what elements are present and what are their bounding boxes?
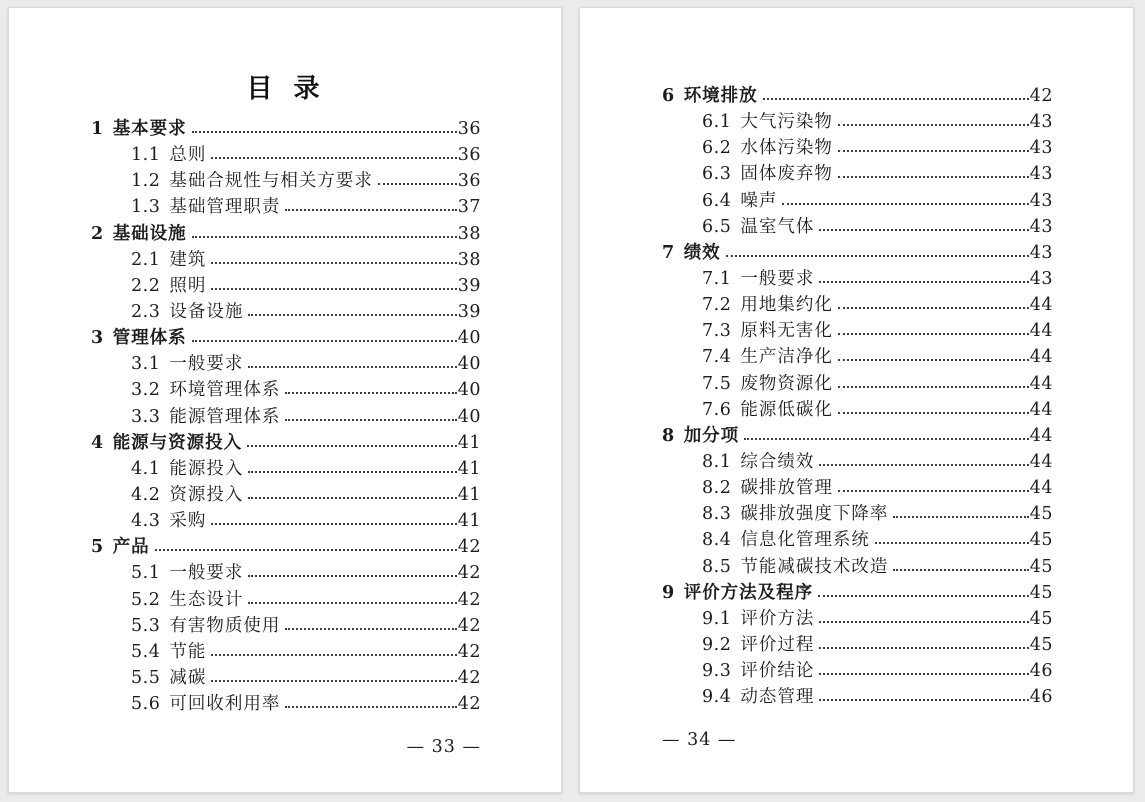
- toc-entry-label: 废物资源化: [740, 373, 833, 394]
- toc-entry-level1: [91, 116, 481, 142]
- toc-entry-pagenum: 45: [1029, 582, 1053, 603]
- toc-entry-label: 大气污染物: [740, 112, 833, 133]
- toc-entry-pagenum: 45: [1029, 530, 1053, 551]
- toc-entry-number: 4: [91, 432, 104, 453]
- toc-entry-number: 1.2: [131, 171, 161, 192]
- document-page-33: [8, 7, 562, 793]
- toc-entry-level2: [662, 318, 1053, 344]
- toc-entry-label: 评价方法: [740, 608, 815, 629]
- toc-leader-dots: [819, 464, 1028, 466]
- toc-entry-pagenum: 39: [457, 275, 481, 296]
- toc-leader-dots: [744, 438, 1029, 440]
- toc-leader-dots: [838, 386, 1029, 388]
- toc-leader-dots: [211, 654, 456, 656]
- toc-entry-number: 5.2: [131, 589, 161, 610]
- toc-entry-level1: [91, 221, 481, 247]
- toc-entry-pagenum: 44: [1029, 347, 1053, 368]
- toc-entry-pagenum: 44: [1029, 399, 1053, 420]
- toc-entry-number: 7.5: [702, 373, 732, 394]
- toc-entry-pagenum: 44: [1029, 425, 1053, 446]
- toc-entry-pagenum: 41: [457, 484, 481, 505]
- toc-leader-dots: [893, 569, 1028, 571]
- toc-entry-level2: [662, 109, 1053, 135]
- toc-entry-number: 2.3: [131, 301, 161, 322]
- toc-entry-pagenum: 46: [1029, 661, 1053, 682]
- toc-entry-label: 加分项: [683, 425, 740, 446]
- toc-entry-level1: [662, 423, 1053, 449]
- toc-entry-pagenum: 46: [1029, 687, 1053, 708]
- toc-leader-dots: [211, 288, 456, 290]
- toc-entry-pagenum: 42: [457, 694, 481, 715]
- toc-entry-label: 减碳: [169, 667, 207, 688]
- toc-leader-dots: [819, 699, 1028, 701]
- toc-leader-dots: [838, 150, 1029, 152]
- toc-entry-number: 4.1: [131, 458, 161, 479]
- toc-entry-level2: [662, 475, 1053, 501]
- toc-entry-number: 8.5: [702, 556, 732, 577]
- toc-entry-label: 信息化管理系统: [740, 530, 870, 551]
- toc-entry-number: 5: [91, 537, 104, 558]
- toc-entry-level2: [662, 658, 1053, 684]
- toc-entry-pagenum: 41: [457, 511, 481, 532]
- toc-entry-label: 评价过程: [740, 634, 815, 655]
- toc-entry-number: 9: [662, 582, 675, 603]
- toc-entry-number: 6.2: [702, 138, 732, 159]
- toc-entry-pagenum: 40: [457, 380, 481, 401]
- toc-entry-level2: [91, 377, 481, 403]
- toc-entry-level2: [662, 161, 1053, 187]
- toc-entry-level1: [91, 430, 481, 456]
- toc-entry-number: 8.2: [702, 478, 732, 499]
- toc-entry-label: 一般要求: [169, 563, 244, 584]
- toc-entry-level2: [662, 632, 1053, 658]
- toc-entry-level2: [91, 587, 481, 613]
- toc-entry-pagenum: 41: [457, 432, 481, 453]
- toc-entry-level2: [662, 397, 1053, 423]
- toc-entry-label: 基本要求: [112, 119, 187, 139]
- toc-entry-label: 照明: [169, 275, 207, 296]
- toc-leader-dots: [155, 549, 457, 551]
- toc-leader-dots: [211, 262, 456, 264]
- toc-leader-dots: [818, 595, 1029, 597]
- toc-entry-pagenum: 38: [457, 249, 481, 270]
- toc-leader-dots: [285, 419, 456, 421]
- toc-leader-dots: [285, 392, 456, 394]
- toc-entry-number: 3.3: [131, 406, 161, 427]
- toc-leader-dots: [838, 176, 1029, 178]
- toc-entry-label: 评价方法及程序: [683, 582, 814, 603]
- toc-entry-label: 噪声: [740, 190, 778, 211]
- toc-entry-level1: [662, 240, 1053, 266]
- toc-entry-number: 5.3: [131, 615, 161, 636]
- toc-entry-pagenum: 44: [1029, 478, 1053, 499]
- toc-entry-number: 5.6: [131, 694, 161, 715]
- toc-entry-label: 有害物质使用: [169, 615, 281, 636]
- toc-entry-pagenum: 45: [1029, 504, 1053, 525]
- toc-entry-label: 动态管理: [740, 687, 815, 708]
- toc-leader-dots: [248, 314, 456, 316]
- toc-entry-level2: [91, 456, 481, 482]
- toc-entry-number: 8.4: [702, 530, 732, 551]
- toc-entry-level2: [91, 482, 481, 508]
- toc-entry-number: 9.1: [702, 608, 732, 629]
- toc-entry-level2: [662, 135, 1053, 161]
- toc-entry-number: 1.3: [131, 197, 161, 218]
- toc-entry-level2: [662, 188, 1053, 214]
- toc-entry-level2: [91, 639, 481, 665]
- toc-entry-pagenum: 40: [457, 328, 481, 349]
- toc-entry-pagenum: 44: [1029, 373, 1053, 394]
- toc-leader-dots: [819, 621, 1028, 623]
- toc-entry-pagenum: 42: [457, 667, 481, 688]
- toc-entry-level2: [91, 247, 481, 273]
- toc-entry-pagenum: 43: [1029, 268, 1053, 289]
- toc-leader-dots: [838, 412, 1029, 414]
- toc-leader-dots: [893, 516, 1028, 518]
- toc-entry-level2: [91, 299, 481, 325]
- toc-entry-pagenum: 42: [457, 537, 481, 558]
- toc-entry-label: 总则: [169, 145, 207, 166]
- toc-leader-dots: [285, 628, 456, 630]
- page-33-content: [91, 8, 481, 757]
- toc-entry-number: 5.5: [131, 667, 161, 688]
- toc-entry-label: 一般要求: [169, 354, 244, 375]
- toc-entry-number: 1: [91, 119, 104, 139]
- toc-entry-label: 能源投入: [169, 458, 244, 479]
- toc-entry-pagenum: 42: [457, 589, 481, 610]
- toc-entry-pagenum: 40: [457, 354, 481, 375]
- toc-entry-number: 2.1: [131, 249, 161, 270]
- toc-entry-number: 9.2: [702, 634, 732, 655]
- toc-entry-number: 7.4: [702, 347, 732, 368]
- toc-entry-level2: [91, 404, 481, 430]
- toc-entry-label: 环境管理体系: [169, 380, 281, 401]
- toc-entry-label: 基础设施: [112, 223, 187, 244]
- toc-entry-pagenum: 43: [1029, 190, 1053, 211]
- toc-leader-dots: [819, 229, 1028, 231]
- toc-entry-label: 碳排放强度下降率: [740, 504, 889, 525]
- toc-entry-pagenum: 41: [457, 458, 481, 479]
- toc-entry-label: 节能: [169, 641, 207, 662]
- toc-entry-number: 2.2: [131, 275, 161, 296]
- toc-leader-dots: [248, 575, 456, 577]
- toc-entry-pagenum: 39: [457, 301, 481, 322]
- toc-leader-dots: [285, 209, 456, 211]
- toc-entry-pagenum: 36: [457, 119, 481, 139]
- toc-leader-dots: [192, 131, 457, 133]
- page-number-footer-33: — 33 —: [406, 737, 481, 758]
- toc-entry-level2: [662, 684, 1053, 710]
- toc-entry-label: 采购: [169, 511, 207, 532]
- toc-entry-level2: [91, 691, 481, 717]
- toc-leader-dots: [782, 203, 1028, 205]
- toc-title: 目 录: [246, 74, 326, 104]
- toc-leader-dots: [378, 183, 457, 185]
- toc-entry-number: 6: [662, 86, 675, 106]
- page-34-content: [662, 8, 1053, 750]
- toc-entry-level1: [91, 534, 481, 560]
- toc-leader-dots: [819, 647, 1028, 649]
- toc-entry-pagenum: 40: [457, 406, 481, 427]
- toc-entry-label: 生态设计: [169, 589, 244, 610]
- toc-entry-number: 9.4: [702, 687, 732, 708]
- toc-entry-pagenum: 43: [1029, 242, 1053, 263]
- toc-entry-label: 可回收利用率: [169, 694, 281, 715]
- toc-entry-pagenum: 45: [1029, 608, 1053, 629]
- toc-entry-label: 能源管理体系: [169, 406, 281, 427]
- toc-entry-pagenum: 43: [1029, 216, 1053, 237]
- toc-leader-dots: [838, 333, 1029, 335]
- toc-entry-label: 能源低碳化: [740, 399, 833, 420]
- toc-entry-label: 资源投入: [169, 484, 244, 505]
- toc-entry-level2: [662, 449, 1053, 475]
- toc-entry-level1: [91, 325, 481, 351]
- toc-leader-dots: [819, 673, 1028, 675]
- toc-entry-number: 7.1: [702, 268, 732, 289]
- toc-entry-number: 4.3: [131, 511, 161, 532]
- toc-entry-number: 3.1: [131, 354, 161, 375]
- toc-entry-number: 8.1: [702, 451, 732, 472]
- toc-entry-level2: [662, 527, 1053, 553]
- toc-entries-left: [91, 116, 481, 717]
- toc-leader-dots: [248, 602, 456, 604]
- toc-entry-number: 7.3: [702, 321, 732, 342]
- toc-entry-level2: [662, 266, 1053, 292]
- toc-entry-number: 8.3: [702, 504, 732, 525]
- toc-entry-level2: [662, 214, 1053, 240]
- toc-entry-pagenum: 36: [457, 171, 481, 192]
- toc-entry-label: 水体污染物: [740, 138, 833, 159]
- toc-entry-pagenum: 45: [1029, 634, 1053, 655]
- toc-entry-number: 9.3: [702, 661, 732, 682]
- toc-entry-pagenum: 42: [457, 641, 481, 662]
- toc-entry-level2: [91, 665, 481, 691]
- toc-entry-number: 8: [662, 425, 675, 446]
- toc-entry-number: 6.3: [702, 164, 732, 185]
- toc-entry-level1: [662, 83, 1053, 109]
- toc-entry-label: 碳排放管理: [740, 478, 833, 499]
- toc-leader-dots: [875, 542, 1029, 544]
- toc-entry-level2: [91, 194, 481, 220]
- toc-entry-level2: [662, 344, 1053, 370]
- toc-entry-level2: [662, 292, 1053, 318]
- toc-entry-label: 基础合规性与相关方要求: [169, 171, 373, 192]
- toc-entry-label: 管理体系: [112, 328, 187, 349]
- toc-entry-number: 6.4: [702, 190, 732, 211]
- toc-entry-level2: [662, 554, 1053, 580]
- toc-entry-number: 7.2: [702, 295, 732, 316]
- toc-entry-level1: [662, 580, 1053, 606]
- toc-entry-label: 综合绩效: [740, 451, 815, 472]
- toc-leader-dots: [838, 359, 1029, 361]
- toc-entries-right: [662, 83, 1053, 710]
- toc-entry-level2: [662, 606, 1053, 632]
- toc-entry-level2: [91, 273, 481, 299]
- toc-entry-label: 建筑: [169, 249, 207, 270]
- toc-leader-dots: [192, 236, 457, 238]
- toc-entry-label: 用地集约化: [740, 295, 833, 316]
- toc-leader-dots: [211, 523, 456, 525]
- toc-entry-number: 3: [91, 328, 104, 349]
- toc-leader-dots: [211, 157, 456, 159]
- toc-entry-pagenum: 42: [457, 615, 481, 636]
- toc-entry-level2: [662, 371, 1053, 397]
- toc-leader-dots: [211, 680, 456, 682]
- toc-entry-number: 1.1: [131, 145, 161, 166]
- toc-entry-label: 设备设施: [169, 301, 244, 322]
- toc-entry-label: 原料无害化: [740, 321, 833, 342]
- toc-entry-label: 绩效: [683, 242, 721, 263]
- toc-entry-label: 产品: [112, 537, 150, 558]
- toc-entry-level2: [91, 508, 481, 534]
- toc-entry-number: 6.1: [702, 112, 732, 133]
- toc-leader-dots: [726, 255, 1029, 257]
- toc-entry-number: 5.1: [131, 563, 161, 584]
- toc-entry-label: 固体废弃物: [740, 164, 833, 185]
- toc-leader-dots: [838, 307, 1029, 309]
- toc-entry-label: 能源与资源投入: [112, 432, 243, 453]
- toc-leader-dots: [763, 98, 1029, 100]
- toc-leader-dots: [247, 445, 457, 447]
- toc-entry-number: 7.6: [702, 399, 732, 420]
- toc-entry-pagenum: 38: [457, 223, 481, 244]
- toc-entry-label: 基础管理职责: [169, 197, 281, 218]
- toc-leader-dots: [248, 366, 456, 368]
- toc-entry-number: 2: [91, 223, 104, 244]
- toc-entry-pagenum: 43: [1029, 138, 1053, 159]
- toc-entry-level2: [91, 613, 481, 639]
- toc-leader-dots: [285, 706, 456, 708]
- toc-entry-number: 3.2: [131, 380, 161, 401]
- toc-entry-number: 7: [662, 242, 675, 263]
- toc-entry-number: 5.4: [131, 641, 161, 662]
- toc-leader-dots: [248, 497, 456, 499]
- toc-entry-pagenum: 42: [1029, 86, 1053, 106]
- toc-entry-level2: [91, 351, 481, 377]
- toc-leader-dots: [838, 490, 1029, 492]
- toc-entry-pagenum: 44: [1029, 321, 1053, 342]
- toc-entry-label: 评价结论: [740, 661, 815, 682]
- toc-leader-dots: [192, 340, 457, 342]
- toc-entry-label: 生产洁净化: [740, 347, 833, 368]
- toc-entry-label: 一般要求: [740, 268, 815, 289]
- toc-entry-level2: [91, 560, 481, 586]
- toc-entry-pagenum: 44: [1029, 451, 1053, 472]
- toc-entry-level2: [662, 501, 1053, 527]
- toc-entry-level2: [91, 168, 481, 194]
- toc-entry-pagenum: 45: [1029, 556, 1053, 577]
- document-page-34: [579, 7, 1134, 793]
- toc-entry-pagenum: 44: [1029, 295, 1053, 316]
- toc-leader-dots: [248, 471, 456, 473]
- toc-entry-pagenum: 36: [457, 145, 481, 166]
- toc-leader-dots: [819, 281, 1028, 283]
- toc-entry-pagenum: 42: [457, 563, 481, 584]
- toc-entry-label: 节能减碳技术改造: [740, 556, 889, 577]
- toc-entry-number: 4.2: [131, 484, 161, 505]
- toc-entry-label: 温室气体: [740, 216, 815, 237]
- toc-leader-dots: [838, 124, 1029, 126]
- toc-entry-pagenum: 43: [1029, 112, 1053, 133]
- toc-entry-number: 6.5: [702, 216, 732, 237]
- toc-entry-level2: [91, 142, 481, 168]
- toc-entry-pagenum: 37: [457, 197, 481, 218]
- toc-entry-pagenum: 43: [1029, 164, 1053, 185]
- toc-entry-label: 环境排放: [683, 86, 758, 106]
- page-number-footer-34: — 34 —: [662, 730, 737, 751]
